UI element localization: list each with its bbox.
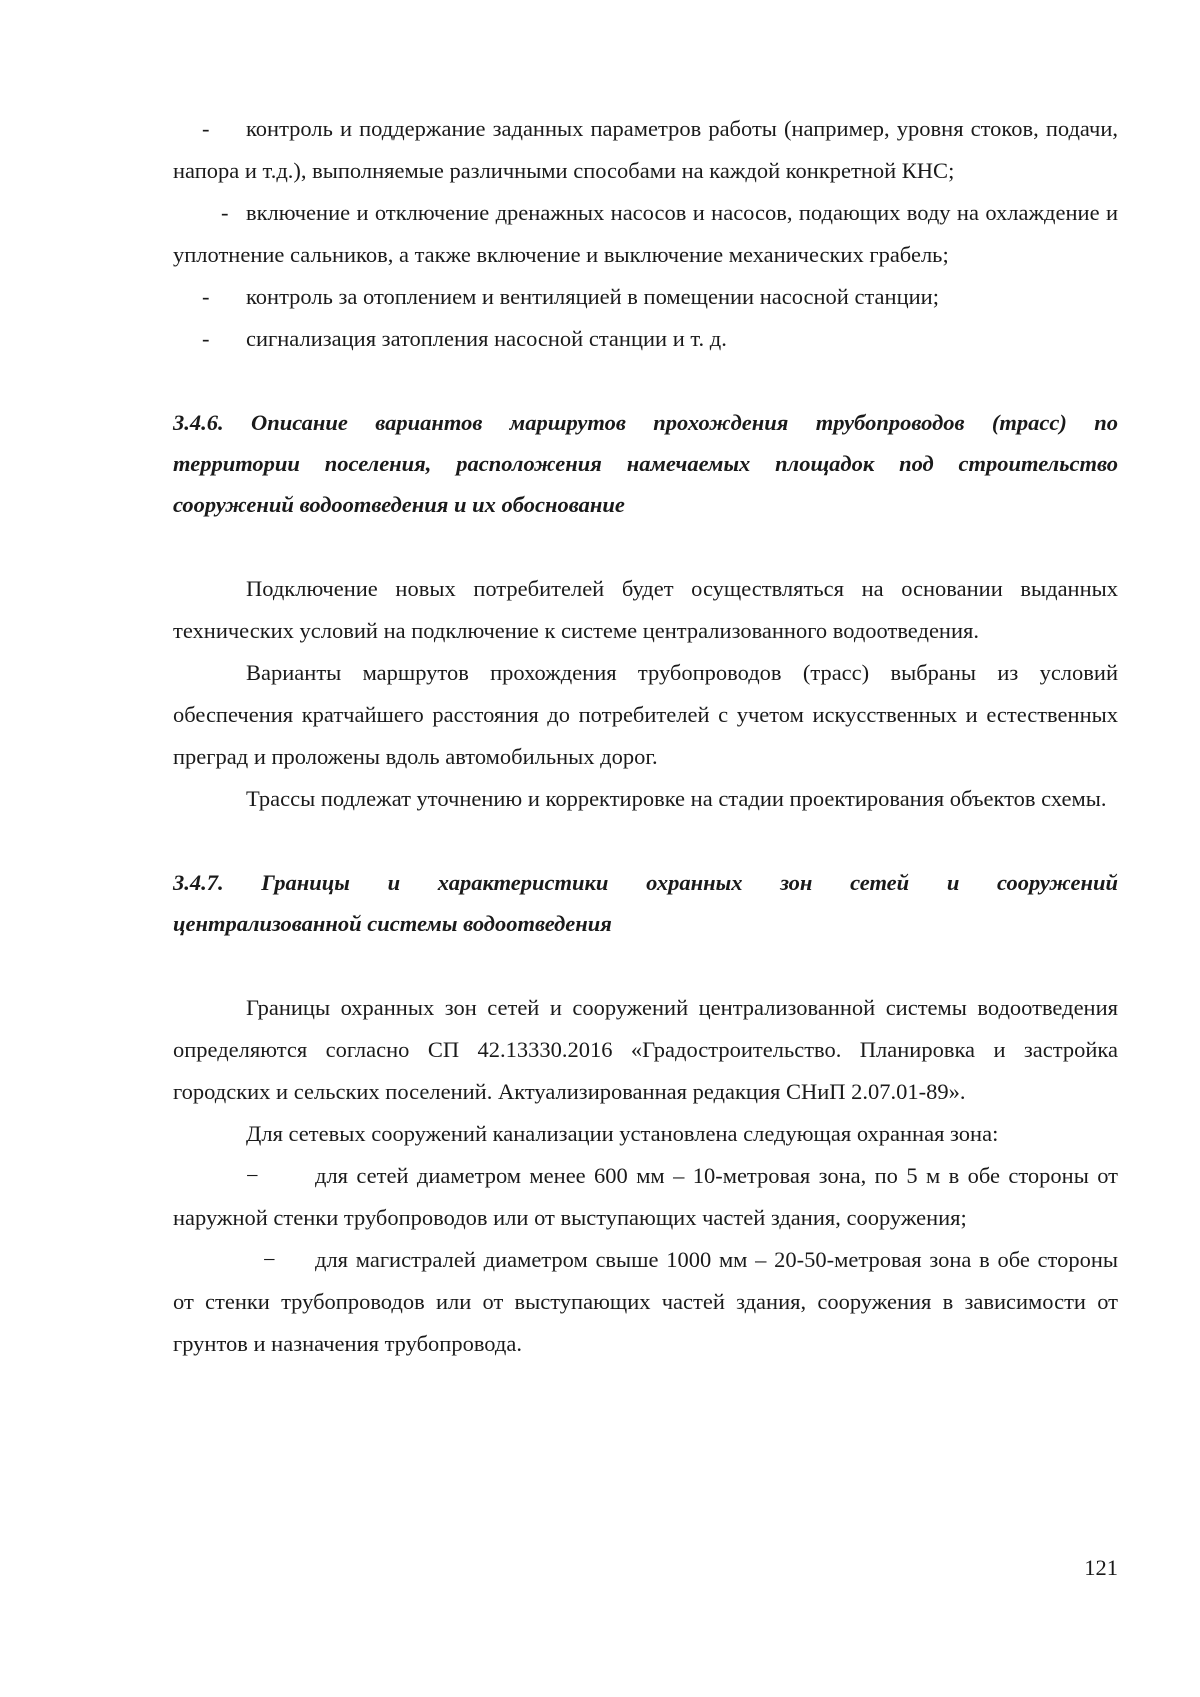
list-item-text: контроль и поддержание заданных параметров работы (например, уровня стоков, подачи, напора и т.д.), выполняемые различными способами на каждой конкретной КНС; [173, 116, 1118, 183]
list-item-text: контроль за отоплением и вентиляцией в помещении насосной станции; [246, 284, 939, 309]
list-item [173, 318, 1118, 360]
list-item [173, 1239, 1118, 1365]
list-item [173, 1155, 1118, 1239]
list-item [173, 192, 1118, 276]
dash-marker: - [202, 284, 210, 309]
heading-line: сооружений водоотведения и их обоснование [173, 492, 625, 517]
list-item [173, 276, 1118, 318]
dash-marker: - [221, 200, 229, 225]
spacer [173, 944, 1118, 987]
paragraph: Варианты маршрутов прохождения трубопроводов (трасс) выбраны из условий обеспечения кратчайшего расстояния до потребителей с учетом искусственных и естественных преград и проложены вдоль автомобильных дорог. [173, 660, 1118, 769]
section-heading-3-4-7 [173, 862, 1118, 944]
paragraph: Трассы подлежат уточнению и корректировке на стадии проектирования объектов схемы. [246, 786, 1107, 811]
paragraph: Для сетевых сооружений канализации установлена следующая охранная зона: [246, 1121, 999, 1146]
paragraph: Границы охранных зон сетей и сооружений централизованной системы водоотведения определяются согласно СП 42.13330.2016 «Градостроительство. Планировка и застройка городских и сельских поселений. Актуализированная редакция СНиП 2.07.01-89». [173, 995, 1118, 1104]
spacer [173, 820, 1118, 862]
heading-line: территории поселения, расположения намечаемых площадок под строительство [173, 451, 1118, 476]
list-item-text: включение и отключение дренажных насосов и насосов, подающих воду на охлаждение и уплотнение сальников, а также включение и выключение механических грабель; [173, 200, 1118, 267]
dash-marker: − [246, 1163, 259, 1188]
heading-line: 3.4.6. Описание вариантов маршрутов прохождения трубопроводов (трасс) по [173, 410, 1118, 435]
list-item-text: сигнализация затопления насосной станции и т. д. [246, 326, 727, 351]
dash-marker: − [263, 1247, 276, 1272]
heading-line: централизованной системы водоотведения [173, 911, 612, 936]
heading-line: 3.4.7. Границы и характеристики охранных зон сетей и сооружений [173, 870, 1118, 895]
page-number: 121 [1084, 1555, 1118, 1580]
dash-marker: - [202, 116, 210, 141]
list-item [173, 108, 1118, 192]
spacer [173, 360, 1118, 402]
spacer [173, 525, 1118, 568]
list-item-text: для сетей диаметром менее 600 мм – 10-метровая зона, по 5 м в обе стороны от наружной стенки трубопроводов или от выступающих частей здания, сооружения; [173, 1163, 1118, 1230]
paragraph: Подключение новых потребителей будет осуществляться на основании выданных технических условий на подключение к системе централизованного водоотведения. [173, 576, 1118, 643]
list-item-text: для магистралей диаметром свыше 1000 мм – 20-50-метровая зона в обе стороны от стенки трубопроводов или от выступающих частей здания, сооружения в зависимости от грунтов и назначения трубопровода. [173, 1247, 1118, 1356]
dash-marker: - [202, 326, 210, 351]
section-heading-3-4-6 [173, 402, 1118, 525]
document-page [173, 108, 1118, 1365]
